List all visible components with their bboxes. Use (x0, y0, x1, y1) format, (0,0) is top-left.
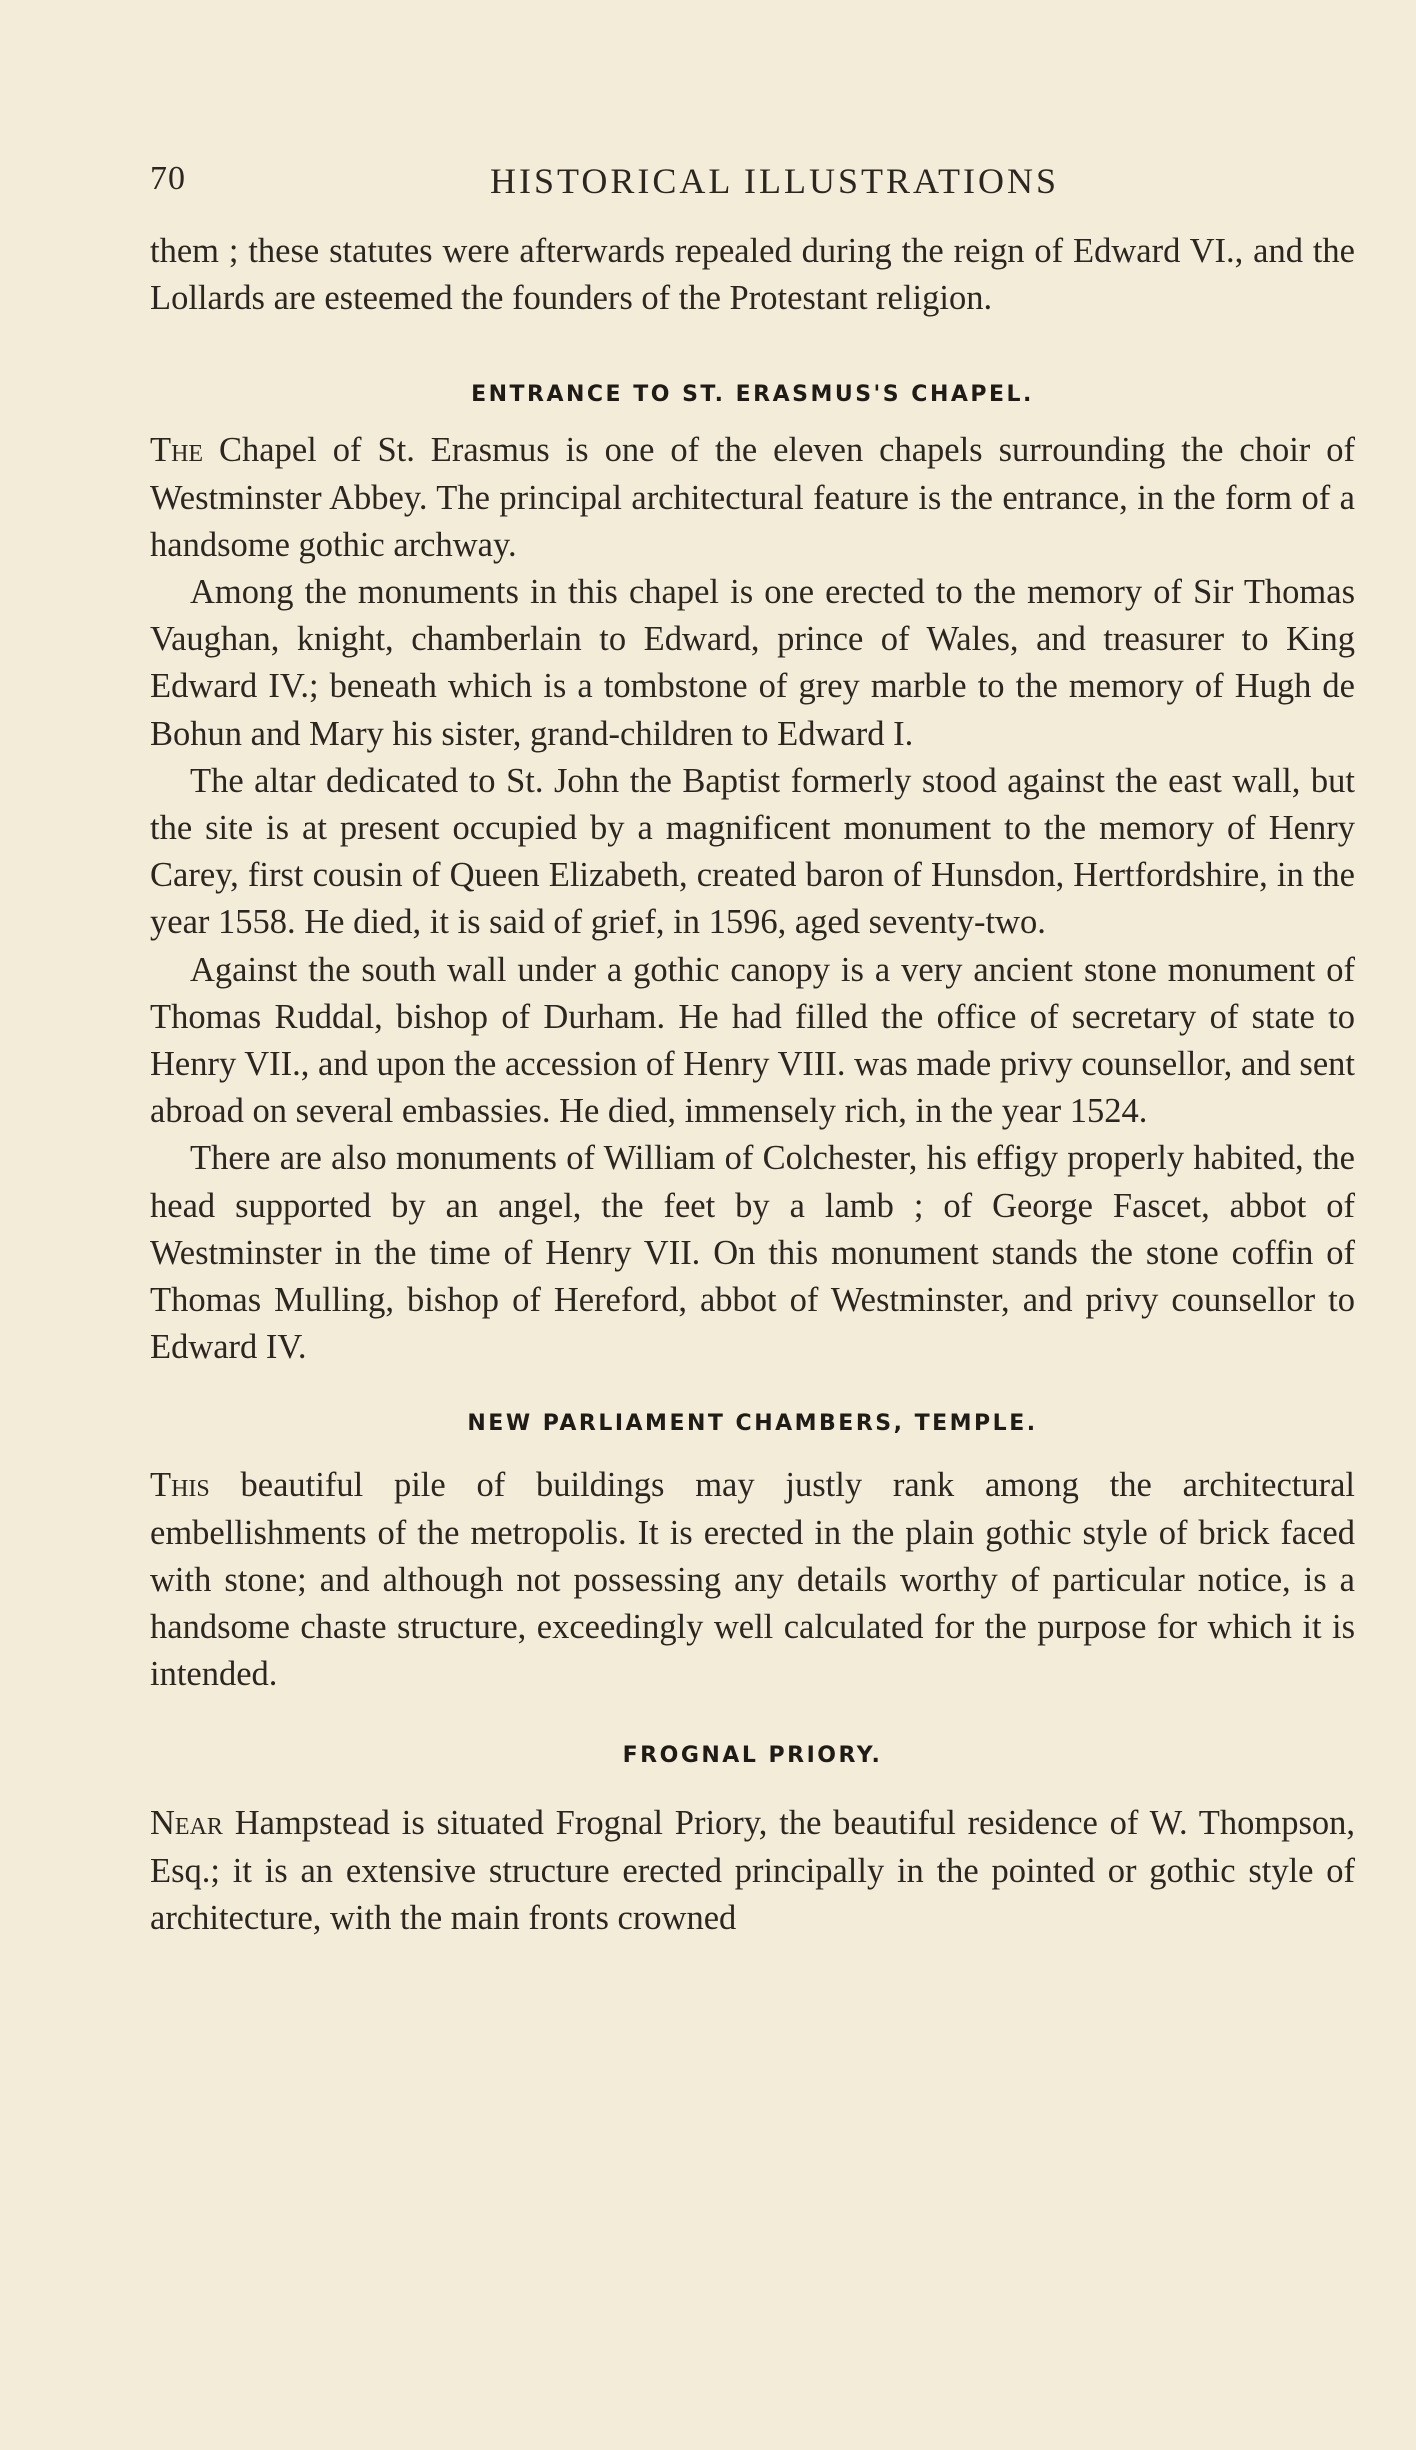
section-heading-parliament-chambers: NEW PARLIAMENT CHAMBERS, TEMPLE. (467, 1411, 1038, 1437)
erasmus-paragraph-4: Against the south wall under a gothic canopy is a very ancient stone monument of Thomas Ruddal, bishop of Durham. He had filled the office of secretary of state to Henry VII., and upon the accession of Henry VIII. was made privy counsellor, and sent abroad on several embassies. He died, immensely rich, in the year 1524. (150, 950, 1355, 1131)
erasmus-paragraph-1-text: Chapel of St. Erasmus is one of the eleven chapels surrounding the choir of Westminster Abbey. The principal architectural feature is the entrance, in the form of a handsome gothic archway. (150, 431, 1355, 564)
running-title: HISTORICAL ILLUSTRATIONS (490, 161, 1060, 201)
section-heading-frognal-priory: FROGNAL PRIORY. (622, 1743, 883, 1769)
erasmus-paragraph-5: There are also monuments of William of Colchester, his effigy properly habited, the head supported by an angel, the feet by a lamb ; of George Fascet, abbot of Westminster in the time of Henry VII. On this monument stands the stone coffin of Thomas Mulling, bishop of Hereford, abbot of Westminster, and privy counsellor to Edward IV. (150, 1139, 1355, 1367)
frognal-paragraph-1-text: Hampstead is situated Frognal Priory, the beautiful residence of W. Thompson, Esq.; it is an extensive structure erected principally in the pointed or gothic style of architecture, with the main fronts crowned (150, 1804, 1355, 1937)
frognal-paragraph-1 (150, 1800, 1355, 1942)
parliament-paragraph-1-text: beautiful pile of buildings may justly rank among the architectural embellishments of the metropolis. It is erected in the plain gothic style of brick faced with stone; and although not possessing any details worthy of particular notice, is a handsome chaste structure, exceedingly well calculated for the purpose for which it is intended. (150, 1466, 1355, 1694)
erasmus-paragraph-1 (150, 427, 1355, 569)
section-heading-erasmus-chapel: ENTRANCE TO ST. ERASMUS'S CHAPEL. (471, 382, 1034, 408)
erasmus-paragraph-3: The altar dedicated to St. John the Baptist formerly stood against the east wall, but the site is at present occupied by a magnificent monument to the memory of Henry Carey, first cousin of Queen Elizabeth, created baron of Hunsdon, Hertfordshire, in the year 1558. He died, it is said of grief, in 1596, aged seventy-two. (150, 761, 1355, 942)
page-number: 70 (150, 160, 186, 197)
frognal-paragraph-1-initial: Near (150, 1804, 223, 1843)
erasmus-paragraph-1-initial: The (150, 431, 204, 470)
erasmus-paragraph-2: Among the monuments in this chapel is one erected to the memory of Sir Thomas Vaughan, knight, chamberlain to Edward, prince of Wales, and treasurer to King Edward IV.; beneath which is a tombstone of grey marble to the memory of Hugh de Bohun and Mary his sister, grand-children to Edward I. (150, 573, 1355, 753)
parliament-paragraph-1 (150, 1462, 1355, 1698)
running-head (150, 160, 1360, 210)
body-text (150, 228, 1355, 1942)
parliament-paragraph-1-initial: This (150, 1466, 210, 1505)
intro-paragraph: them ; these statutes were afterwards repealed during the reign of Edward VI., and the Lollards are esteemed the founders of the Protestant religion. (150, 232, 1355, 318)
